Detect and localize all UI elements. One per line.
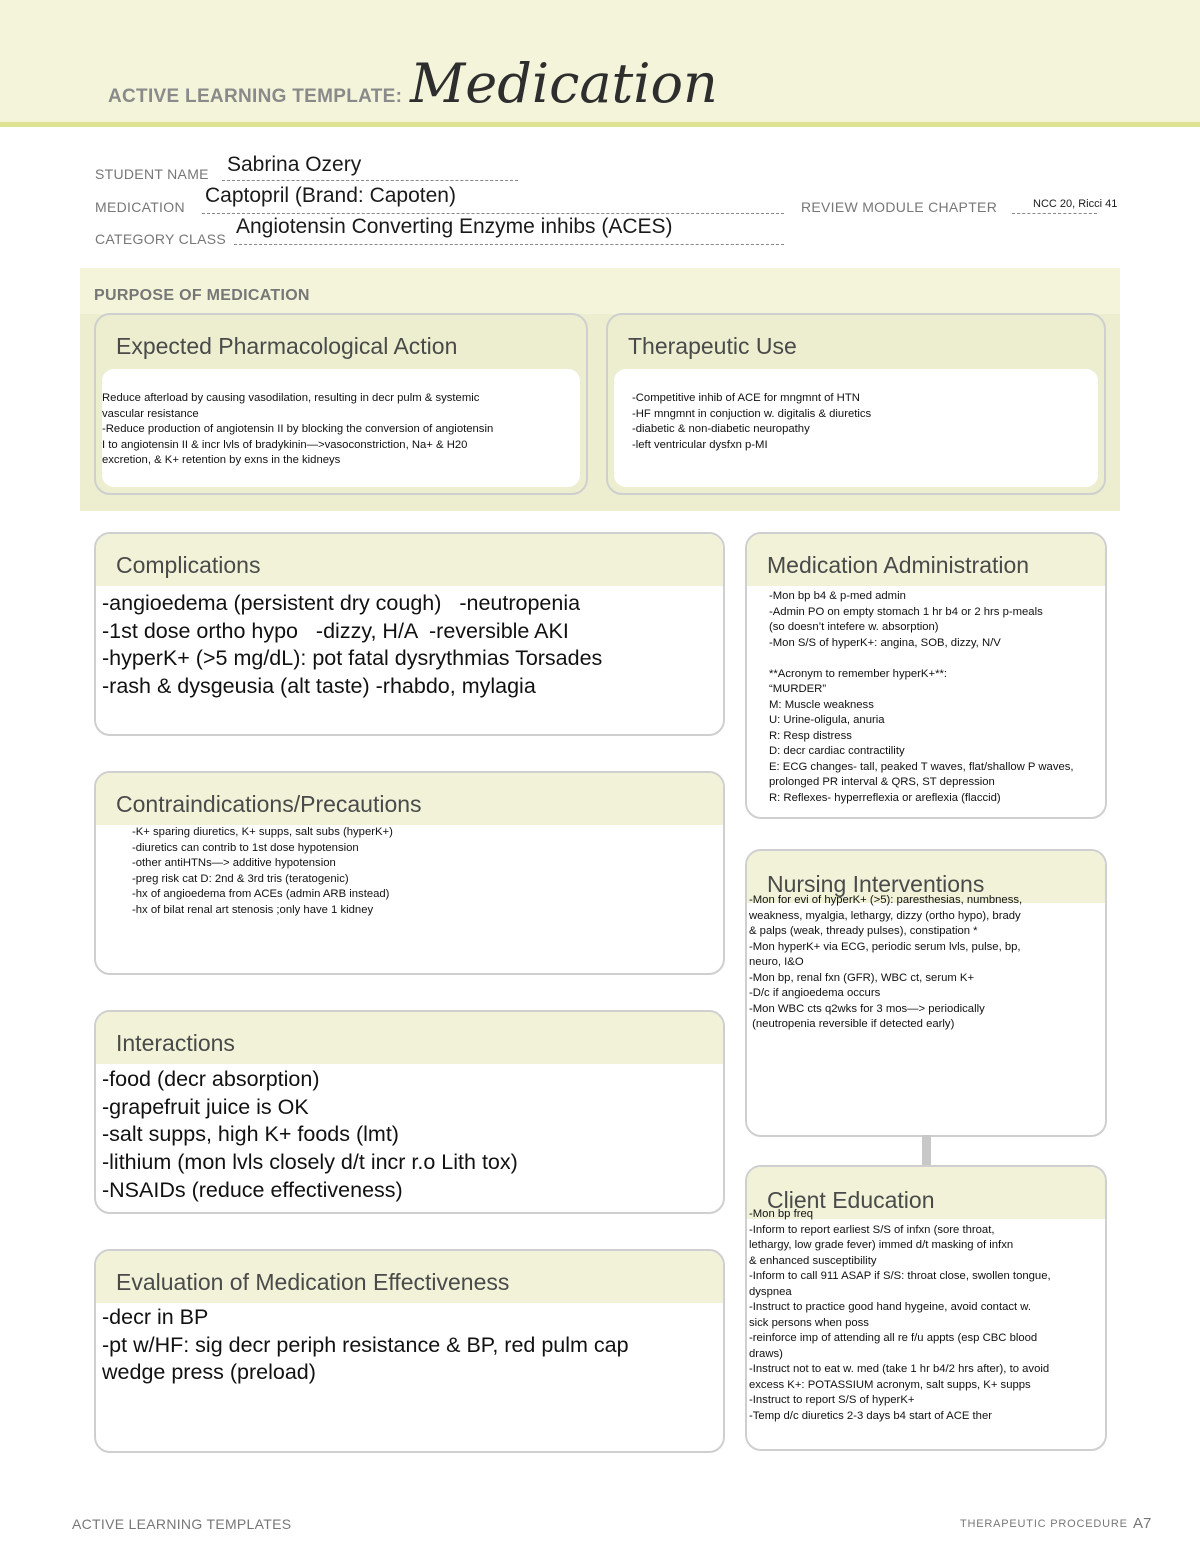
medication-administration-card (745, 532, 1107, 819)
interactions-title: Interactions (116, 1030, 235, 1056)
nursing-interventions-text[interactable]: -Mon for evi of hyperK+ (>5): paresthesias, numbness, weakness, myalgia, lethargy, dizzy (ortho hypo), brady & palps (weak, thready pulses), constipation * -Mon hyperK+ via ECG, periodic serum lvls, pulse, bp, neuro, I&O -Mon bp, renal fxn (GFR), WBC ct, serum K+ -D/c if angioedema occurs -Mon WBC cts q2wks for 3 mos—> periodically (neutropenia reversible if detected early) (749, 894, 1023, 1030)
header-rule (0, 122, 1200, 127)
footer-procedure-label: THERAPEUTIC PROCEDURE (960, 1518, 1128, 1530)
evaluation-title: Evaluation of Medication Effectiveness (116, 1269, 510, 1295)
category-class-label: CATEGORY CLASS (95, 231, 227, 247)
evaluation-text[interactable]: -decr in BP -pt w/HF: sig decr periph resistance & BP, red pulm cap wedge press (preload) (102, 1305, 629, 1385)
expected-action-card (94, 313, 588, 495)
review-module-label: REVIEW MODULE CHAPTER (801, 199, 998, 215)
medication-label: MEDICATION (95, 199, 185, 215)
nursing-interventions-title: Nursing Interventions (767, 871, 985, 897)
student-name-field[interactable]: Sabrina Ozery (227, 153, 362, 176)
medication-administration-text[interactable]: -Mon bp b4 & p-med admin -Admin PO on empty stomach 1 hr b4 or 2 hrs p-meals (so doesn’t intefere w. absorption) -Mon S/S of hyperK+: angina, SOB, dizzy, N/V **Acronym to remember hyperK+**: “MURDER” M: Muscle weakness U: Urine-oligula, anuria R: Resp distress D: decr cardiac contractility E: ECG changes- tall, peaked T waves, flat/shallow P waves, prolonged PR interval & QRS, ST depression R: Reflexes- hyperreflexia or areflexia (flaccid) (769, 590, 1074, 804)
expected-action-title: Expected Pharmacological Action (116, 333, 458, 359)
card-connector (922, 1135, 931, 1167)
contraindications-card (94, 771, 725, 975)
template-prefix: ACTIVE LEARNING TEMPLATE: (108, 86, 403, 107)
contraindications-text[interactable]: -K+ sparing diuretics, K+ supps, salt subs (hyperK+) -diuretics can contrib to 1st dose hypotension -other antiHTNs—> additive hypotension -preg risk cat D: 2nd & 3rd tris (teratogenic) -hx of angioedema from ACEs (admin ARB instead) -hx of bilat renal art stenosis ;only have 1 kidney (132, 826, 393, 916)
complications-text[interactable]: -angioedema (persistent dry cough) -neutropenia -1st dose ortho hypo -dizzy, H/A -reversible AKI -hyperK+ (>5 mg/dL): pot fatal dysrythmias Torsades -rash & dysgeusia (alt taste) -rhabdo, mylagia (102, 591, 603, 699)
client-education-title: Client Education (767, 1187, 935, 1213)
evaluation-card (94, 1249, 725, 1453)
page-number: A7 (1133, 1515, 1152, 1532)
medication-field[interactable]: Captopril (Brand: Capoten) (205, 184, 456, 207)
review-module-field[interactable]: NCC 20, Ricci 41 (1033, 198, 1118, 210)
client-education-card (745, 1165, 1107, 1451)
complications-card (94, 532, 725, 736)
page-title: Medication (410, 52, 718, 115)
review-module-line (1012, 213, 1097, 214)
therapeutic-use-card (606, 313, 1106, 495)
contraindications-title: Contraindications/Precautions (116, 791, 422, 817)
interactions-card (94, 1010, 725, 1214)
category-class-line (234, 244, 784, 245)
expected-action-text[interactable]: Reduce afterload by causing vasodilation, resulting in decr pulm & systemic vascular resistance -Reduce production of angiotensin II by blocking the conversion of angiotensin I to angiotensin II & incr lvls of bradykinin—>vasoconstriction, Na+ & H20 excretion, & K+ retention by exns in the kidneys (102, 392, 494, 467)
footer-templates-label: ACTIVE LEARNING TEMPLATES (72, 1516, 292, 1532)
client-education-text[interactable]: -Mon bp freq -Inform to report earliest S/S of infxn (sore throat, lethargy, low grade fever) immed d/t masking of infxn & enhanced susceptibility -Inform to call 911 ASAP if S/S: throat close, swollen tongue, dyspnea -Instruct to practice good hand hygeine, avoid contact w. sick persons when poss -reinforce imp of attending all re f/u appts (esp CBC blood draws) -Instruct not to eat w. med (take 1 hr b4/2 hrs after), to avoid excess K+: POTASSIUM acronym, salt supps, K+ supps -Instruct to report S/S of hyperK+ -Temp d/c diuretics 2-3 days b4 start of ACE ther (749, 1208, 1051, 1422)
complications-title: Complications (116, 552, 261, 578)
therapeutic-use-text[interactable]: -Competitive inhib of ACE for mngmnt of HTN -HF mngmnt in conjuction w. digitalis & diuretics -diabetic & non-diabetic neuropathy -left ventricular dysfxn p-MI (632, 392, 872, 451)
nursing-interventions-card (745, 849, 1107, 1137)
medication-line (202, 213, 784, 214)
therapeutic-use-title: Therapeutic Use (628, 333, 797, 359)
student-name-label: STUDENT NAME (95, 166, 209, 182)
student-name-line (222, 180, 518, 181)
category-class-field[interactable]: Angiotensin Converting Enzyme inhibs (ACES) (236, 215, 673, 238)
purpose-label: PURPOSE OF MEDICATION (94, 287, 310, 304)
medication-administration-title: Medication Administration (767, 552, 1030, 578)
interactions-text[interactable]: -food (decr absorption) -grapefruit juice is OK -salt supps, high K+ foods (lmt) -lithium (mon lvls closely d/t incr r.o Lith tox) -NSAIDs (reduce effectiveness) (102, 1067, 518, 1202)
